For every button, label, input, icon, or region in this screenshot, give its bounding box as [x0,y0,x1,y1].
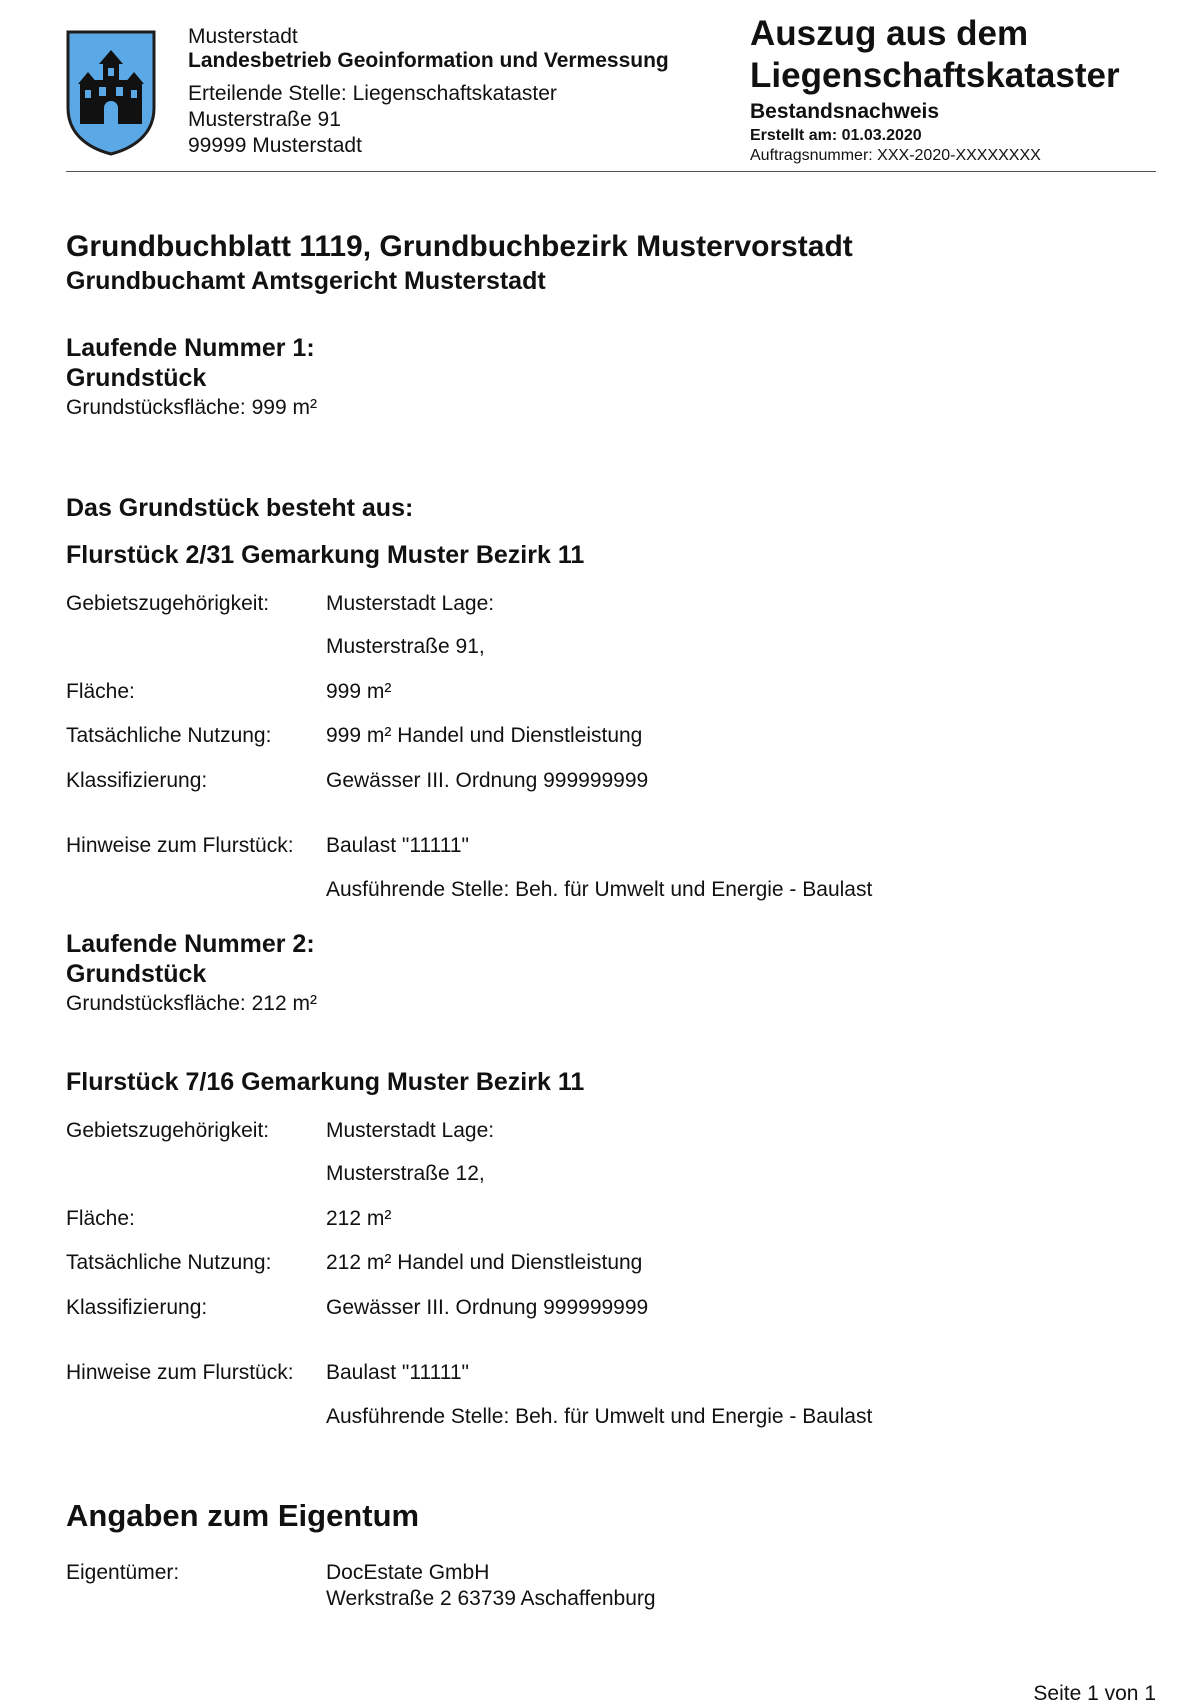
entry1-label-classification: Klassifizierung: [66,769,208,792]
entry1-label-area-affiliation: Gebietszugehörigkeit: [66,592,270,615]
entry1-value-area: 999 m² [326,680,392,703]
city-coat-of-arms-logo [66,30,156,156]
entry2-label-classification: Klassifizierung: [66,1296,208,1319]
created-label: Erstellt am: [750,127,838,144]
register-sheet-title: Grundbuchblatt 1119, Grundbuchbezirk Mustervorstadt [66,230,853,263]
header-street: Musterstraße 91 [188,108,341,131]
ownership-heading: Angaben zum Eigentum [66,1498,420,1533]
header-divider [66,171,1156,172]
entry2-label-area: Fläche: [66,1207,135,1230]
entry1-value-classification: Gewässer III. Ordnung 999999999 [326,769,649,792]
header-city: Musterstadt [188,25,298,48]
owner-label: Eigentümer: [66,1561,180,1584]
register-office: Grundbuchamt Amtsgericht Musterstadt [66,267,546,295]
entry2-value-address: Musterstraße 12, [326,1162,485,1185]
entry1-label-notes: Hinweise zum Flurstück: [66,834,294,857]
created-date: 01.03.2020 [841,127,922,144]
created-date-line [750,127,922,145]
entry2-number-label: Laufende Nummer 2: [66,930,315,958]
entry1-value-note1: Baulast "11111" [326,834,469,857]
entry1-value-location: Musterstadt Lage: [326,592,495,615]
document-title-line2: Liegenschaftskataster [750,56,1120,95]
entry2-label-notes: Hinweise zum Flurstück: [66,1361,294,1384]
order-label: Auftragsnummer: [750,147,873,164]
entry1-number-label: Laufende Nummer 1: [66,334,315,362]
owner-address: Werkstraße 2 63739 Aschaffenburg [326,1587,656,1610]
consists-of-heading: Das Grundstück besteht aus: [66,494,414,522]
entry1-area-text: Grundstücksfläche: 999 m² [66,396,317,419]
order-number-line [750,147,1041,165]
entry2-value-usage: 212 m² Handel und Dienstleistung [326,1251,643,1274]
entry2-value-note1: Baulast "11111" [326,1361,469,1384]
order-number: XXX-2020-XXXXXXXX [877,147,1041,164]
entry2-value-area: 212 m² [326,1207,392,1230]
entry2-parcel-title: Flurstück 7/16 Gemarkung Muster Bezirk 11 [66,1068,585,1096]
entry2-label-usage: Tatsächliche Nutzung: [66,1251,272,1274]
entry1-label-area: Fläche: [66,680,135,703]
document-subtitle: Bestandsnachweis [750,100,940,123]
entry1-label-usage: Tatsächliche Nutzung: [66,724,272,747]
entry1-value-address: Musterstraße 91, [326,635,485,658]
entry1-parcel-title: Flurstück 2/31 Gemarkung Muster Bezirk 11 [66,541,585,569]
owner-name: DocEstate GmbH [326,1561,490,1584]
header-issuing-office: Erteilende Stelle: Liegenschaftskataster [188,82,557,105]
header-department: Landesbetrieb Geoinformation und Vermessung [188,49,669,72]
entry2-value-note2: Ausführende Stelle: Beh. für Umwelt und Energie - Baulast [326,1405,873,1428]
entry2-value-classification: Gewässer III. Ordnung 999999999 [326,1296,649,1319]
entry2-label-area-affiliation: Gebietszugehörigkeit: [66,1119,270,1142]
entry1-value-usage: 999 m² Handel und Dienstleistung [326,724,643,747]
document-title-line1: Auszug aus dem [750,14,1029,53]
entry1-type: Grundstück [66,364,207,392]
header-postal-city: 99999 Musterstadt [188,134,362,157]
entry2-type: Grundstück [66,960,207,988]
entry2-value-location: Musterstadt Lage: [326,1119,495,1142]
entry1-value-note2: Ausführende Stelle: Beh. für Umwelt und Energie - Baulast [326,878,873,901]
entry2-area-text: Grundstücksfläche: 212 m² [66,992,317,1015]
page-number: Seite 1 von 1 [1033,1682,1156,1705]
